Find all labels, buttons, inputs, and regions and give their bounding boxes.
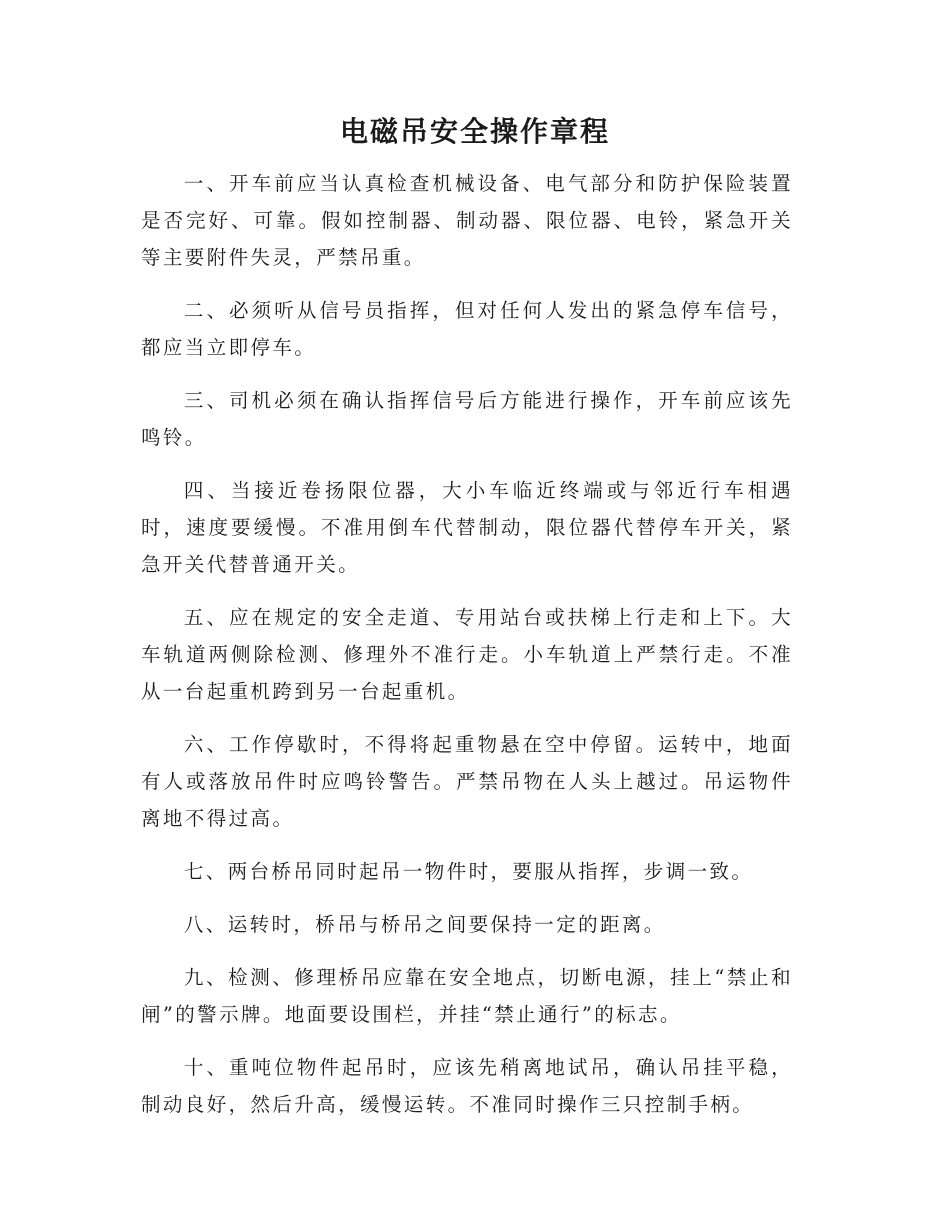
rule-paragraph-5: 五、应在规定的安全走道、专用站台或扶梯上行走和上下。大车轨道两侧除检测、修理外不准行走。小车轨道上严禁行走。不准从一台起重机跨到另一台起重机。 (141, 606, 793, 703)
rule-paragraph-10: 十、重吨位物件起吊时，应该先稍离地试吊，确认吊挂平稳，制动良好，然后升高，缓慢运转。不准同时操作三只控制手柄。 (141, 1056, 793, 1116)
document-body (141, 165, 793, 1139)
document-title: 电磁吊安全操作章程 (339, 115, 610, 148)
rule-paragraph-2: 二、必须听从信号员指挥，但对任何人发出的紧急停车信号，都应当立即停车。 (141, 299, 793, 359)
rule-paragraph-1: 一、开车前应当认真检查机械设备、电气部分和防护保险装置是否完好、可靠。假如控制器、制动器、限位器、电铃，紧急开关等主要附件失灵，严禁吊重。 (141, 172, 793, 269)
rule-paragraph-6: 六、工作停歇时，不得将起重物悬在空中停留。运转中，地面有人或落放吊件时应鸣铃警告。严禁吊物在人头上越过。吊运物件离地不得过高。 (141, 733, 793, 830)
rule-paragraph-9: 九、检测、修理桥吊应靠在安全地点，切断电源，挂上“禁止和闸”的警示牌。地面要设围栏，并挂“禁止通行”的标志。 (141, 966, 793, 1026)
rule-paragraph-4: 四、当接近卷扬限位器，大小车临近终端或与邻近行车相遇时，速度要缓慢。不准用倒车代替制动，限位器代替停车开关，紧急开关代替普通开关。 (141, 479, 793, 576)
rule-paragraph-8: 八、运转时，桥吊与桥吊之间要保持一定的距离。 (183, 913, 666, 936)
rule-paragraph-7: 七、两台桥吊同时起吊一物件时，要服从指挥，步调一致。 (183, 860, 754, 883)
rule-paragraph-3: 三、司机必须在确认指挥信号后方能进行操作，开车前应该先鸣铃。 (141, 389, 793, 449)
